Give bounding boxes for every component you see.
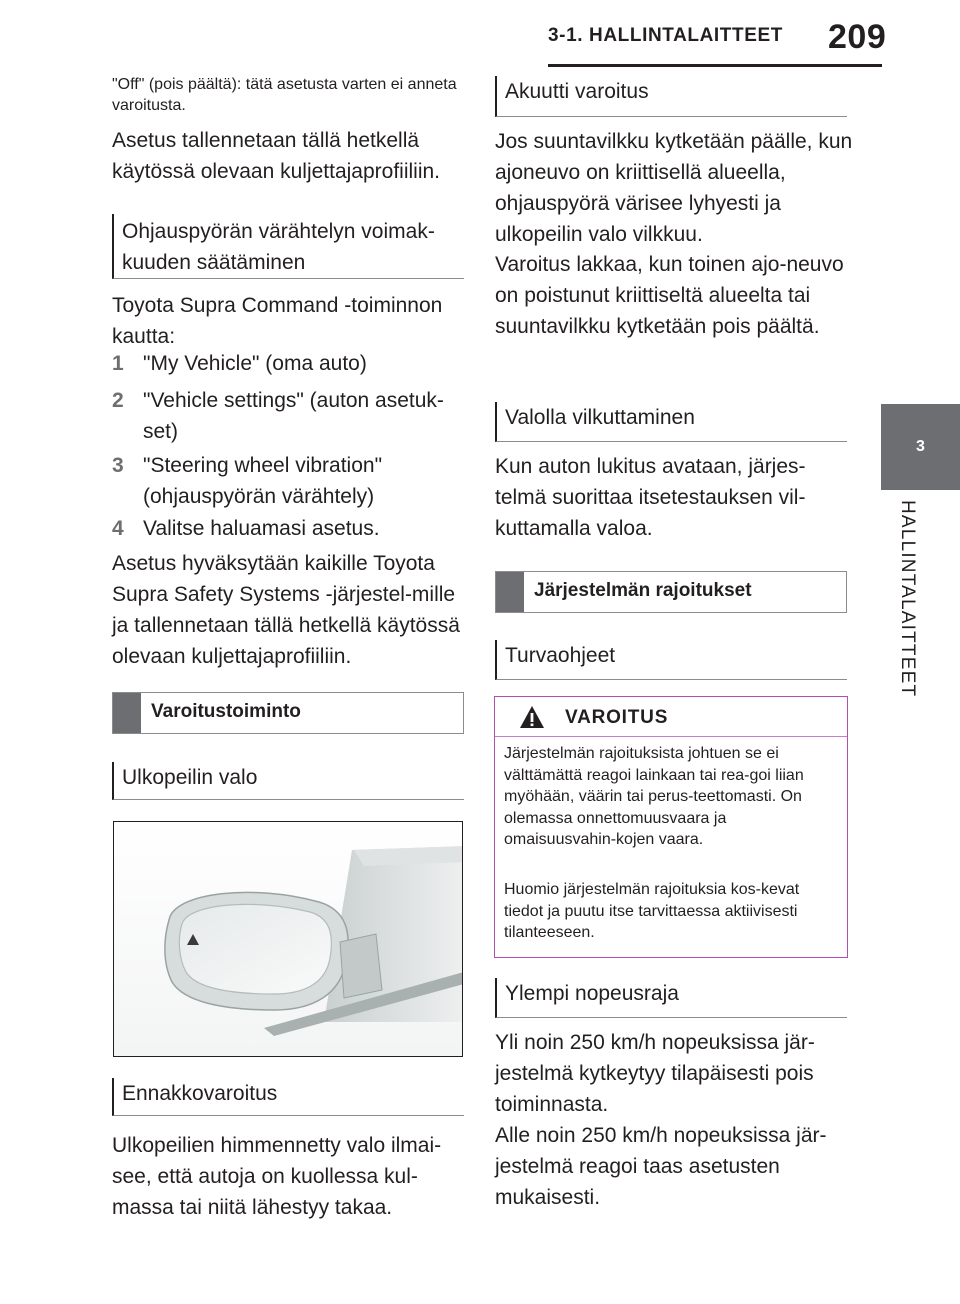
light-flash-text: Kun auton lukitus avataan, järjes-telmä suorittaa itsetestauksen vil-kuttamalla valoa. [495,455,806,540]
saved-text: Asetus tallennetaan tällä hetkellä käytössä olevaan kuljettajaprofiiliin. [112,129,441,183]
section-bar-block [113,693,141,733]
section-warning-function [112,692,464,734]
chapter-tab [881,404,960,490]
vibration-heading: Ohjauspyörän värähtelyn voimak- kuuden säätäminen [112,214,464,279]
mirror-illustration [113,821,463,1057]
step-text: "Steering wheel vibration" (ohjauspyörän värähtely) [143,454,383,508]
step-4 [112,513,472,544]
light-flash-heading: Valolla vilkuttaminen [495,402,847,442]
chapter-title: 3-1. HALLINTALAITTEET [548,25,783,46]
step-number: 3 [112,454,124,477]
warning-stops-text: Varoitus lakkaa, kun toinen ajo-neuvo on poistunut kriittiseltä alueelta tai suuntavilkku kytketään pois päältä. [495,253,844,338]
section-title: Varoitustoiminto [151,701,301,722]
acute-warning-text: Jos suuntavilkku kytketään päälle, kun ajoneuvo on kriittisellä alueella, ohjauspyörä värisee lyhyesti ja ulkopeilin valo vilkkuu. [495,130,853,246]
acute-warning-heading: Akuutti varoitus [495,76,847,117]
command-intro: Toyota Supra Command -toiminnon kautta: [112,294,443,348]
warning-triangle-icon [519,705,545,729]
page-number: 209 [828,18,887,56]
step-2 [112,385,472,447]
speed-text-2: Alle noin 250 km/h nopeuksissa jär-jestelmä reagoi taas asetusten mukaisesti. [495,1124,827,1209]
upper-speed-heading: Ylempi nopeusraja [495,978,847,1018]
off-note: "Off" (pois päältä): tätä asetusta varten ei anneta varoitusta. [112,76,457,114]
step-number: 2 [112,389,124,412]
section-system-limits [495,571,847,613]
early-warning-text: Ulkopeilien himmennetty valo ilmai-see, että autoja on kuollessa kul-massa tai niitä lähestyy takaa. [112,1134,442,1219]
warning-paragraph-1: Järjestelmän rajoituksista johtuen se ei välttämättä reagoi lainkaan tai rea-goi liian myöhään, väärin tai perus-teettomasti. On olemassa onnettomuusvaara ja omaisuusvahin-kojen vaara. [504,745,804,848]
safety-heading: Turvaohjeet [495,640,847,680]
chapter-tab-number: 3 [916,438,925,455]
step-text: Valitse haluamasi asetus. [143,517,380,540]
chapter-side-label-text: HALLINTALAITTEET [897,500,918,698]
step-text: "My Vehicle" (oma auto) [143,352,367,375]
accepted-text: Asetus hyväksytään kaikille Toyota Supra Safety Systems -järjestel-mille ja tallennetaan tällä hetkellä käytössä olevaan kuljettajaprofiiliin. [112,552,460,668]
mirror-light-heading: Ulkopeilin valo [112,762,464,800]
early-warning-heading: Ennakkovaroitus [112,1078,464,1116]
warning-header [495,697,847,737]
step-text: "Vehicle settings" (auton asetuk- set) [143,389,444,443]
chapter-side-label [896,500,936,760]
step-1 [112,348,472,379]
warning-paragraph-2: Huomio järjestelmän rajoituksia kos-kevat tiedot ja puutu itse tarvittaessa aktiivisesti tilanteeseen. [504,881,800,941]
section-title: Järjestelmän rajoitukset [534,580,752,601]
step-3 [112,450,472,512]
mirror-glass [179,904,331,994]
speed-text-1: Yli noin 250 km/h nopeuksissa jär-jestelmä kytkeytyy tilapäisesti pois toiminnasta. [495,1031,815,1116]
warning-title: VAROITUS [565,707,669,728]
section-bar-block [496,572,524,612]
header-rule [548,64,882,67]
step-number: 1 [112,352,124,375]
mirror-drawing [114,822,463,1057]
warning-box [494,696,848,958]
step-number: 4 [112,517,124,540]
